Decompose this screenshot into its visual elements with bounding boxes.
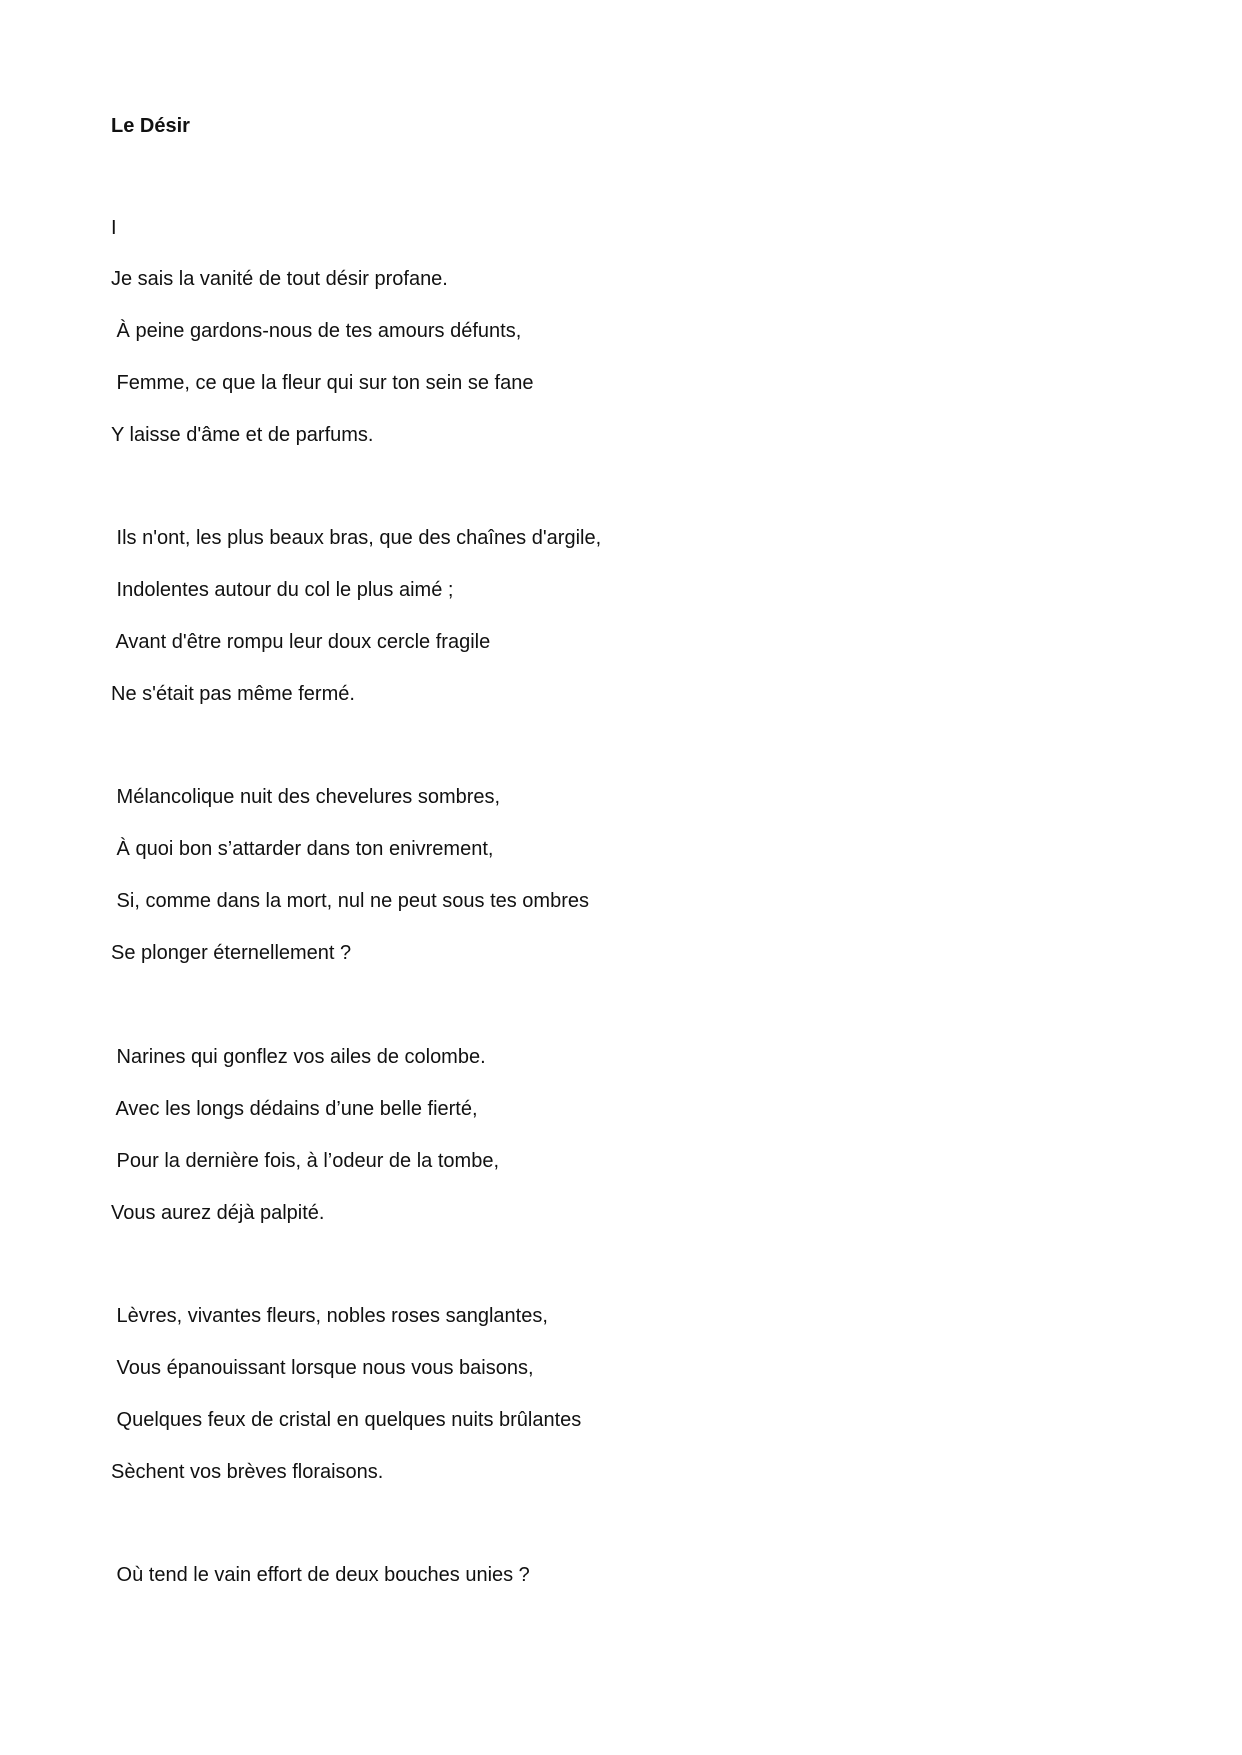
poem-line: Je sais la vanité de tout désir profane.: [111, 268, 448, 290]
poem-line: À peine gardons-nous de tes amours défunts,: [111, 320, 522, 342]
poem-line: Si, comme dans la mort, nul ne peut sous tes ombres: [111, 890, 589, 912]
poem-line: Femme, ce que la fleur qui sur ton sein se fane: [111, 372, 534, 394]
poem-line: Où tend le vain effort de deux bouches unies ?: [111, 1564, 530, 1586]
poem-line: Pour la dernière fois, à l’odeur de la tombe,: [111, 1150, 499, 1172]
poem-line: À quoi bon s’attarder dans ton enivrement,: [111, 838, 494, 860]
poem-line: Lèvres, vivantes fleurs, nobles roses sanglantes,: [111, 1305, 548, 1327]
poem-line: Indolentes autour du col le plus aimé ;: [111, 579, 454, 601]
poem-line: Avec les longs dédains d’une belle fierté,: [111, 1098, 478, 1120]
poem-line: Vous épanouissant lorsque nous vous baisons,: [111, 1357, 534, 1379]
poem-line: Vous aurez déjà palpité.: [111, 1202, 325, 1224]
poem-line: Mélancolique nuit des chevelures sombres,: [111, 786, 501, 808]
poem-line: Quelques feux de cristal en quelques nuits brûlantes: [111, 1409, 582, 1431]
poem-line: Ne s'était pas même fermé.: [111, 683, 355, 705]
poem-line: Ils n'ont, les plus beaux bras, que des chaînes d'argile,: [111, 527, 602, 549]
poem-line: Y laisse d'âme et de parfums.: [111, 424, 374, 446]
poem-line: Sèchent vos brèves floraisons.: [111, 1461, 384, 1483]
section-number: I: [111, 217, 117, 239]
poem-line: Avant d'être rompu leur doux cercle fragile: [111, 631, 491, 653]
poem-line: Se plonger éternellement ?: [111, 942, 352, 964]
poem-line: Narines qui gonflez vos ailes de colombe.: [111, 1046, 486, 1068]
poem-title: Le Désir: [111, 115, 190, 137]
